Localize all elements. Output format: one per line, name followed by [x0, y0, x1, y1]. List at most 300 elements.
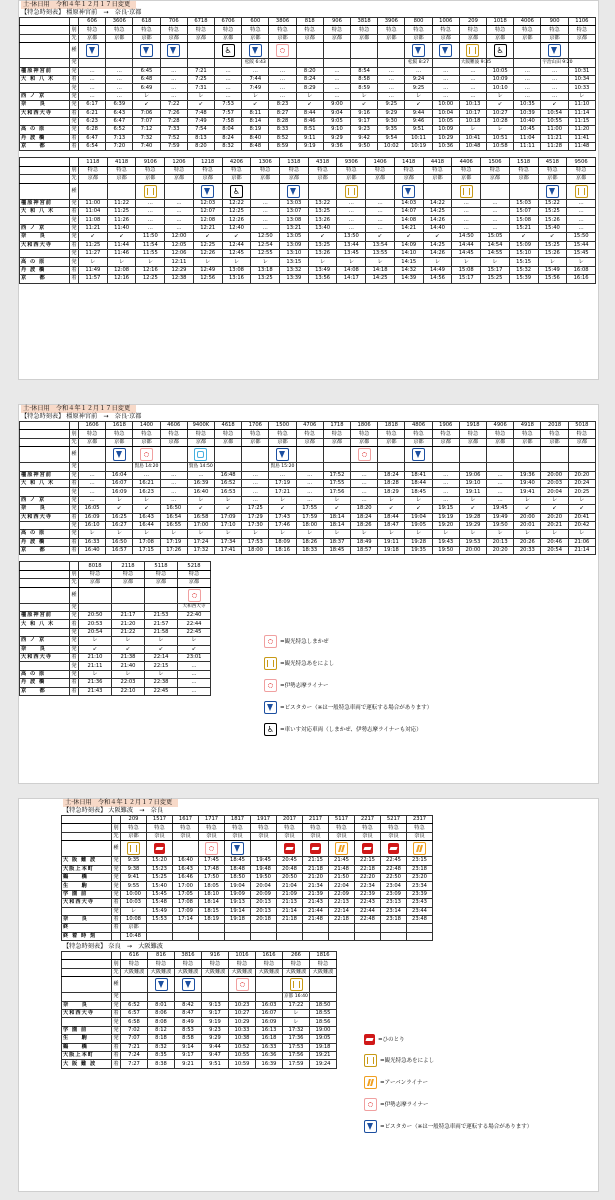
time-cell: …: [405, 67, 432, 75]
table-cell: 京都: [541, 438, 568, 446]
time-cell: 22:15: [355, 857, 381, 865]
timetable-block: [19, 561, 211, 695]
time-cell: 18:48: [225, 865, 251, 873]
time-cell: 16:46: [173, 873, 199, 881]
time-cell: 12:22: [222, 199, 251, 207]
time-cell: ↙: [405, 505, 432, 513]
time-cell: …: [133, 471, 160, 479]
time-cell: …: [323, 67, 350, 75]
urban-icon: [335, 842, 348, 855]
time-cell: 15:23: [147, 865, 173, 873]
time-cell: 15:25: [538, 241, 567, 249]
table-cell: 1816: [310, 952, 337, 960]
time-cell: …: [378, 75, 405, 83]
timetable-block: [61, 951, 337, 1069]
time-cell: 19:28: [459, 513, 486, 521]
table-cell: 特急: [193, 166, 222, 174]
time-cell: 18:24: [351, 513, 378, 521]
table-cell: [514, 447, 541, 463]
table-cell: 特急: [323, 430, 350, 438]
table-cell: 京都: [538, 175, 567, 183]
table-cell: 5218: [178, 562, 211, 570]
legend-item: [264, 679, 432, 692]
time-cell: 7:13: [106, 134, 133, 142]
time-cell: 9:36: [323, 143, 350, 151]
time-cell: 9:10: [323, 126, 350, 134]
time-cell: 8:35: [148, 1051, 175, 1059]
time-cell: 21:45: [329, 857, 355, 865]
time-cell: 9:17: [175, 1051, 202, 1059]
row-direction: 先: [71, 34, 77, 41]
table-cell: 1218: [193, 158, 222, 166]
time-cell: 10:27: [487, 109, 514, 117]
time-cell: …: [79, 84, 106, 92]
time-cell: 11:15: [568, 117, 595, 125]
table-cell: 奈良: [173, 832, 199, 840]
table-cell: 4206: [222, 158, 251, 166]
time-cell: 18:50: [310, 1001, 337, 1009]
table-cell: [487, 447, 514, 463]
table-cell: [148, 993, 175, 1001]
time-cell: 8:47: [175, 1010, 202, 1018]
time-cell: 20:13: [251, 899, 277, 907]
table-cell: [202, 993, 229, 1001]
time-cell: 9:23: [351, 126, 378, 134]
time-cell: 18:00: [242, 547, 269, 555]
table-cell: 京都: [323, 34, 350, 42]
legend-text: =ひのとり: [378, 1037, 405, 1043]
table-cell: 京都: [251, 175, 280, 183]
time-cell: 11:27: [79, 249, 108, 257]
table-row: [20, 538, 596, 546]
time-cell: レ: [133, 496, 160, 504]
table-cell: [121, 841, 147, 857]
table-cell: 特急: [251, 824, 277, 832]
time-cell: ↙: [351, 101, 378, 109]
row-direction: [112, 816, 121, 824]
time-cell: 9:29: [378, 109, 405, 117]
time-cell: …: [366, 208, 395, 216]
station-direction: 発: [71, 662, 77, 669]
time-cell: 17:14: [173, 915, 199, 923]
time-cell: [199, 924, 225, 932]
table-cell: 特急: [541, 430, 568, 438]
station-name: 大 和 八 木: [20, 75, 70, 83]
time-cell: ↙: [106, 505, 133, 513]
table-cell: [323, 43, 350, 59]
table-cell: 特急: [303, 824, 329, 832]
table-cell: [405, 43, 432, 59]
table-cell: 京都: [107, 175, 136, 183]
table-cell: 京都: [423, 175, 452, 183]
time-cell: 8:42: [175, 1001, 202, 1009]
time-cell: 12:08: [107, 266, 136, 274]
table-row: [62, 924, 433, 932]
time-cell: 12:26: [193, 249, 222, 257]
table-cell: [481, 183, 510, 199]
time-cell: 16:39: [187, 479, 214, 487]
time-cell: 21:18: [303, 865, 329, 873]
table-cell: 4418: [423, 158, 452, 166]
table-cell: 京都: [79, 175, 108, 183]
time-cell: 11:14: [568, 109, 595, 117]
time-cell: 16:57: [106, 547, 133, 555]
time-cell: 18:24: [378, 471, 405, 479]
table-cell: [133, 447, 160, 463]
time-cell: …: [452, 224, 481, 232]
table-cell: 5018: [568, 422, 595, 430]
time-cell: 16:13: [256, 1026, 283, 1034]
row-direction: [112, 952, 121, 960]
table-row: [20, 603, 211, 611]
table-cell: [175, 993, 202, 1001]
time-cell: …: [242, 496, 269, 504]
time-cell: 13:39: [280, 275, 309, 283]
station-name: 大和西大寺: [20, 241, 70, 249]
table-cell: 1718: [323, 422, 350, 430]
table-cell: [432, 463, 459, 471]
time-cell: 6:28: [79, 126, 106, 134]
timetable-page-1: [18, 0, 599, 380]
table-cell: 1817: [225, 816, 251, 824]
time-cell: 19:05: [310, 1035, 337, 1043]
time-cell: 9:11: [296, 134, 323, 142]
time-cell: 14:39: [394, 275, 423, 283]
time-cell: 9:44: [202, 1043, 229, 1051]
time-cell: レ: [283, 1018, 310, 1026]
time-cell: 20:54: [79, 628, 112, 636]
legend-text: =伊勢志摩ライナー: [280, 683, 329, 689]
station-name: 終 着 時 刻: [62, 932, 112, 940]
time-cell: …: [323, 84, 350, 92]
time-cell: 10:38: [229, 1035, 256, 1043]
table-cell: 京都: [193, 175, 222, 183]
legend: [364, 1034, 532, 1142]
time-cell: …: [323, 92, 350, 100]
table-cell: 特急: [423, 166, 452, 174]
table-cell: 奈良: [199, 832, 225, 840]
table-row: [20, 447, 596, 463]
aonishi-icon: [575, 185, 588, 198]
time-cell: …: [378, 84, 405, 92]
time-cell: 19:21: [310, 1051, 337, 1059]
time-cell: 13:49: [308, 266, 337, 274]
table-cell: 京都: [242, 438, 269, 446]
table-cell: [432, 447, 459, 463]
time-cell: …: [136, 208, 165, 216]
time-cell: 16:07: [106, 479, 133, 487]
table-cell: 京都: [178, 579, 211, 587]
time-cell: 9:30: [378, 117, 405, 125]
station-direction: 発: [71, 530, 77, 537]
table-cell: [251, 183, 280, 199]
table-cell: [405, 447, 432, 463]
table-cell: 特急: [487, 26, 514, 34]
time-cell: …: [323, 75, 350, 83]
time-cell: [147, 924, 173, 932]
time-cell: レ: [242, 530, 269, 538]
time-cell: 22:15: [145, 662, 178, 670]
station-direction: 着: [71, 134, 77, 141]
time-cell: …: [567, 199, 596, 207]
table-cell: 9306: [337, 158, 366, 166]
table-cell: [541, 59, 573, 67]
station-direction: 発: [71, 670, 77, 677]
time-cell: 11:50: [136, 233, 165, 241]
tsk-icon: [194, 448, 207, 461]
station-direction: 着: [71, 76, 77, 83]
time-cell: 13:08: [222, 266, 251, 274]
table-cell: [378, 59, 405, 67]
legend-item: [364, 1120, 532, 1133]
time-cell: 21:11: [79, 662, 112, 670]
table-cell: [310, 977, 337, 993]
time-cell: 21:09: [277, 890, 303, 898]
row-direction: 種: [70, 43, 79, 59]
table-cell: 京都: [378, 438, 405, 446]
time-cell: 20:50: [277, 873, 303, 881]
legend-item: [264, 701, 432, 714]
time-cell: 11:44: [107, 241, 136, 249]
time-cell: 18:19: [199, 915, 225, 923]
table-cell: [329, 841, 355, 857]
time-cell: 10:19: [405, 143, 432, 151]
row-label: [20, 447, 70, 463]
time-cell: …: [481, 216, 510, 224]
table-cell: [351, 43, 378, 59]
time-cell: 8:44: [296, 109, 323, 117]
vista-icon: [249, 44, 262, 57]
time-cell: 14:07: [394, 208, 423, 216]
route-title: 【特急時刻表】 橿原神宮前 → 奈良·京都: [21, 413, 142, 420]
time-cell: 15:56: [538, 275, 567, 283]
time-cell: 17:34: [215, 538, 242, 546]
time-cell: 8:24: [296, 75, 323, 83]
time-cell: 17:32: [283, 1026, 310, 1034]
time-cell: ↙: [133, 505, 160, 513]
time-cell: 17:43: [269, 513, 296, 521]
table-cell: 特急: [106, 430, 133, 438]
time-cell: 21:14: [568, 547, 595, 555]
table-row: [20, 183, 596, 199]
station-direction: 着: [71, 679, 77, 686]
table-row: [20, 43, 596, 59]
origin-station: 松阪 8:27: [408, 59, 430, 65]
table-cell: 1106: [568, 18, 595, 26]
table-cell: [351, 59, 378, 67]
table-cell: 京都: [351, 438, 378, 446]
table-cell: [106, 447, 133, 463]
time-cell: [407, 932, 433, 940]
table-cell: 京都: [133, 438, 160, 446]
time-cell: 18:14: [323, 521, 350, 529]
time-cell: …: [160, 471, 187, 479]
table-row: [20, 241, 596, 249]
station-direction: 発: [113, 874, 119, 881]
time-cell: 16:05: [79, 505, 106, 513]
table-cell: [487, 463, 514, 471]
vista-icon: [364, 1120, 377, 1133]
time-cell: 14:08: [337, 266, 366, 274]
time-cell: 14:09: [394, 241, 423, 249]
station-name: 奈 良: [20, 101, 70, 109]
time-cell: …: [251, 216, 280, 224]
time-cell: 21:10: [79, 653, 112, 661]
row-direction: 別: [113, 824, 119, 831]
time-cell: …: [567, 208, 596, 216]
time-cell: 10:52: [229, 1043, 256, 1051]
table-cell: 特急: [225, 824, 251, 832]
time-cell: 14:08: [394, 216, 423, 224]
time-cell: 23:15: [407, 857, 433, 865]
row-direction: 発: [113, 993, 119, 1000]
time-cell: 10:23: [229, 1001, 256, 1009]
table-cell: [79, 447, 106, 463]
table-cell: [106, 43, 133, 59]
time-cell: 15:07: [509, 208, 538, 216]
station-direction: 着: [71, 687, 77, 694]
time-cell: 14:17: [337, 275, 366, 283]
row-direction: 別: [113, 960, 119, 967]
time-cell: 21:57: [145, 620, 178, 628]
time-cell: 19:40: [514, 479, 541, 487]
time-cell: 11:21: [79, 224, 108, 232]
time-cell: 17:00: [187, 521, 214, 529]
table-cell: 特急: [251, 166, 280, 174]
station-direction: [112, 932, 121, 940]
station-name: 橿原神宮前: [20, 67, 70, 75]
time-cell: 17:41: [215, 547, 242, 555]
table-row: [62, 841, 433, 857]
table-cell: [106, 463, 133, 471]
time-cell: ↙: [538, 233, 567, 241]
table-row: [20, 59, 596, 67]
time-cell: 15:10: [509, 249, 538, 257]
time-cell: 13:25: [251, 275, 280, 283]
time-cell: 22:44: [178, 620, 211, 628]
table-cell: [242, 59, 269, 67]
time-cell: 17:21: [269, 488, 296, 496]
time-cell: 20:01: [514, 521, 541, 529]
time-cell: 19:04: [225, 882, 251, 890]
table-cell: [202, 977, 229, 993]
table-cell: 特急: [323, 26, 350, 34]
station-name: 西 ノ 京: [20, 224, 70, 232]
time-cell: 20:03: [541, 479, 568, 487]
time-cell: 11:28: [541, 143, 568, 151]
time-cell: 15:45: [147, 890, 173, 898]
time-cell: …: [481, 224, 510, 232]
shimakaze-icon: [276, 44, 289, 57]
table-row: [20, 26, 596, 34]
time-cell: 10:59: [229, 1060, 256, 1068]
urban-icon: [364, 1076, 377, 1089]
time-cell: 8:27: [269, 109, 296, 117]
time-cell: 9:44: [405, 109, 432, 117]
time-cell: 10:13: [459, 101, 486, 109]
table-cell: 特急: [242, 430, 269, 438]
station-direction: 着: [71, 266, 77, 273]
time-cell: 13:08: [280, 216, 309, 224]
time-cell: …: [136, 224, 165, 232]
time-cell: 14:25: [423, 241, 452, 249]
table-row: [20, 134, 596, 142]
vista-icon: [402, 185, 415, 198]
time-cell: 8:32: [215, 143, 242, 151]
time-cell: 19:53: [459, 538, 486, 546]
table-row: [20, 84, 596, 92]
time-cell: [225, 932, 251, 940]
time-cell: 17:55: [323, 479, 350, 487]
time-cell: 13:22: [308, 199, 337, 207]
station-name: 生 駒: [62, 882, 112, 890]
time-cell: 7:20: [106, 143, 133, 151]
table-cell: 特急: [514, 26, 541, 34]
row-direction: 種: [70, 587, 79, 603]
time-cell: 6:54: [79, 143, 106, 151]
legend-item: [264, 635, 432, 648]
time-cell: 17:10: [215, 521, 242, 529]
table-cell: 1406: [366, 158, 395, 166]
time-cell: 18:15: [199, 907, 225, 915]
time-cell: 19:28: [405, 538, 432, 546]
hinotori-icon: [310, 843, 321, 854]
time-cell: …: [452, 216, 481, 224]
time-cell: 19:13: [225, 899, 251, 907]
table-cell: 特急: [160, 26, 187, 34]
table-cell: [215, 59, 242, 67]
table-cell: [514, 43, 541, 59]
time-cell: ↙: [378, 505, 405, 513]
page-date: 土·休日用 令和４年１２月１７日変更: [19, 799, 598, 807]
time-cell: 20:53: [79, 620, 112, 628]
table-cell: 特急: [283, 960, 310, 968]
table-row: [20, 266, 596, 274]
time-cell: …: [351, 496, 378, 504]
time-cell: レ: [323, 530, 350, 538]
table-cell: [296, 463, 323, 471]
table-row: [20, 637, 211, 645]
station-direction: 発: [71, 505, 77, 512]
wheel-icon: ♿: [494, 44, 507, 57]
time-cell: 11:55: [136, 249, 165, 257]
time-cell: 21:48: [303, 915, 329, 923]
time-cell: 9:29: [323, 134, 350, 142]
time-cell: …: [567, 216, 596, 224]
time-cell: レ: [405, 530, 432, 538]
time-cell: 22:14: [145, 653, 178, 661]
time-cell: 21:14: [277, 907, 303, 915]
time-cell: 7:12: [133, 126, 160, 134]
time-cell: ↙: [79, 645, 112, 653]
table-cell: 奈良: [277, 832, 303, 840]
time-cell: 8:20: [187, 143, 214, 151]
vista-icon: [264, 701, 277, 714]
table-cell: 2018: [541, 422, 568, 430]
time-cell: 19:04: [405, 513, 432, 521]
time-cell: 20:41: [568, 513, 595, 521]
time-cell: 17:15: [133, 547, 160, 555]
time-cell: …: [514, 84, 541, 92]
time-cell: レ: [568, 92, 595, 100]
time-cell: …: [160, 67, 187, 75]
time-cell: 14:22: [423, 199, 452, 207]
table-cell: [283, 977, 310, 993]
aonishi-icon: [144, 185, 157, 198]
time-cell: …: [378, 92, 405, 100]
table-cell: [459, 447, 486, 463]
time-cell: 12:07: [193, 208, 222, 216]
